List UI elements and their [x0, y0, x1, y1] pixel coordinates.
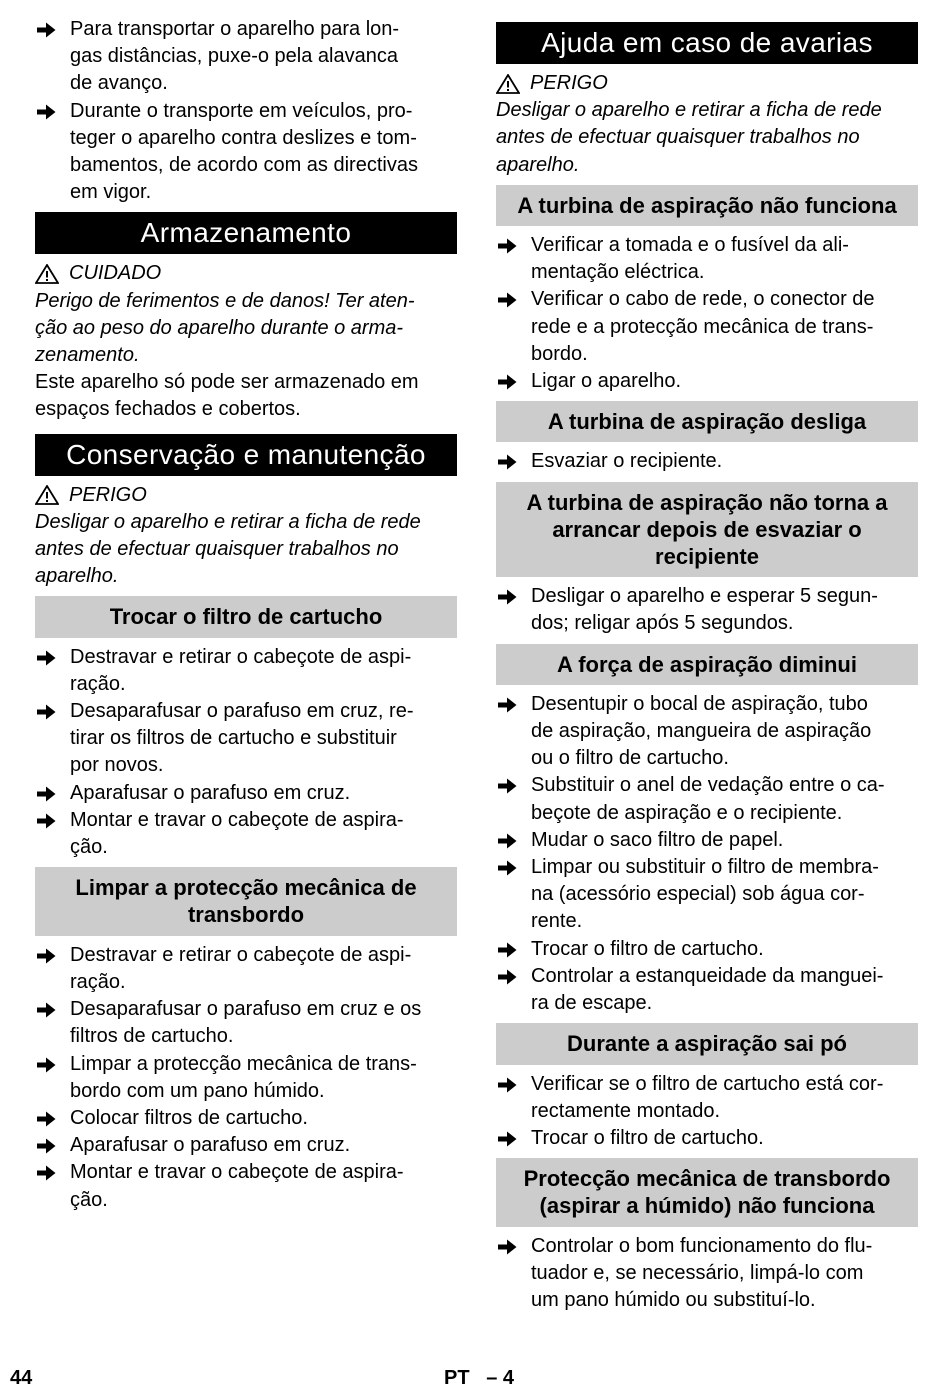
warning-triangle-icon — [35, 485, 59, 505]
list-item-text: Destravar e retirar o cabeçote de aspi- ração. — [70, 645, 412, 695]
list-item — [35, 942, 457, 996]
list-item — [496, 963, 918, 1017]
list-item-text: Montar e travar o cabeçote de aspira- ção. — [70, 1161, 404, 1211]
list-item-text: Esvaziar o recipiente. — [531, 450, 723, 473]
warning-triangle-icon — [496, 74, 520, 94]
list-item-text: Desaparafusar o parafuso em cruz e os filtros de cartucho. — [70, 998, 422, 1048]
arrow-right-icon — [35, 785, 57, 803]
arrow-right-icon — [35, 1001, 57, 1019]
list-item-text: Mudar o saco filtro de papel. — [531, 828, 784, 851]
list-item — [35, 807, 457, 861]
arrow-right-icon — [35, 649, 57, 667]
list-item — [496, 448, 918, 475]
heading-storage: Armazenamento — [35, 212, 457, 254]
arrow-right-icon — [496, 373, 518, 391]
list-item — [35, 1132, 457, 1159]
heading-cartridge: Trocar o filtro de cartucho — [35, 596, 457, 637]
caution-text: Perigo de ferimentos e de danos! Ter aten- ção ao peso do aparelho durante o arma- zenamento. — [35, 289, 415, 367]
heading-help: Ajuda em caso de avarias — [496, 22, 918, 64]
list-item — [496, 232, 918, 286]
list-item-text: Aparafusar o parafuso em cruz. — [70, 781, 351, 804]
section-heading: A turbina de aspiração desliga — [496, 401, 918, 442]
arrow-right-icon — [35, 21, 57, 39]
section-heading: Protecção mecânica de transbordo (aspirar a húmido) não funciona — [496, 1158, 918, 1226]
right-column — [496, 16, 918, 1320]
danger-label-text: PERIGO — [69, 483, 147, 506]
list-item-text: Limpar ou substituir o filtro de membra- na (acessório especial) sob água cor- rente. — [531, 856, 879, 933]
arrow-right-icon — [496, 237, 518, 255]
arrow-right-icon — [35, 947, 57, 965]
list-item — [496, 368, 918, 395]
section-heading: A turbina de aspiração não funciona — [496, 185, 918, 226]
list-item-text: Verificar o cabo de rede, o conector de rede e a protecção mecânica de trans- bordo. — [531, 288, 875, 365]
danger-text: Desligar o aparelho e retirar a ficha de rede antes de efectuar quaisquer trabalhos no aparelho. — [496, 99, 882, 176]
list-item-text: Substituir o anel de vedação entre o ca- beçote de aspiração e o recipiente. — [531, 774, 885, 824]
list-item — [496, 854, 918, 936]
list-item — [496, 1233, 918, 1315]
arrow-right-icon — [35, 812, 57, 830]
caution-label-text: CUIDADO — [69, 262, 162, 285]
list-item-text: Trocar o filtro de cartucho. — [531, 1126, 764, 1149]
list-item-text: Durante o transporte em veículos, pro- teger o aparelho contra deslizes e tom- bamentos, de acordo com as directivas em vigor. — [70, 99, 418, 204]
arrow-right-icon — [496, 588, 518, 606]
list-item — [496, 1071, 918, 1125]
list-item-text: Controlar a estanqueidade da manguei- ra de escape. — [531, 964, 884, 1015]
left-column — [35, 16, 457, 1214]
arrow-right-icon — [496, 1076, 518, 1094]
danger-label-text: PERIGO — [530, 72, 608, 94]
list-item-text: Verificar se o filtro de cartucho está cor- rectamente montado. — [531, 1072, 884, 1122]
list-item — [35, 1105, 457, 1132]
heading-care: Conservação e manutenção — [35, 434, 457, 476]
arrow-right-icon — [35, 1164, 57, 1182]
list-item-text: Montar e travar o cabeçote de aspira- ção. — [70, 808, 404, 859]
list-item — [496, 583, 918, 637]
arrow-right-icon — [35, 1110, 57, 1128]
overflow-list — [35, 942, 457, 1214]
arrow-right-icon — [496, 1238, 518, 1256]
list-item-text: Limpar a protecção mecânica de trans- bordo com um pano húmido. — [70, 1052, 417, 1102]
list-item — [35, 1159, 457, 1213]
list-item-text: Colocar filtros de cartucho. — [70, 1106, 308, 1129]
section-list — [496, 1233, 918, 1315]
list-item-text: Desligar o aparelho e esperar 5 segun- dos; religar após 5 segundos. — [531, 585, 878, 635]
arrow-right-icon — [496, 941, 518, 959]
list-item — [35, 644, 457, 698]
arrow-right-icon — [496, 453, 518, 471]
danger-label — [496, 70, 918, 97]
section-heading: A força de aspiração diminui — [496, 644, 918, 685]
section-list — [496, 691, 918, 1017]
warning-triangle-icon — [35, 264, 59, 284]
heading-overflow: Limpar a protecção mecânica de transbordo — [35, 867, 457, 935]
list-item — [35, 698, 457, 780]
section-list — [496, 448, 918, 475]
arrow-right-icon — [35, 1056, 57, 1074]
troubleshooting-sections — [496, 185, 918, 1320]
page-number: 44 — [10, 1367, 33, 1389]
list-item — [496, 286, 918, 368]
cartridge-list — [35, 644, 457, 862]
list-item-text: Ligar o aparelho. — [531, 370, 682, 393]
section-heading: A turbina de aspiração não torna a arrancar depois de esvaziar o recipiente — [496, 482, 918, 578]
section-list — [496, 583, 918, 637]
list-item-text: Desentupir o bocal de aspiração, tubo de aspiração, mangueira de aspiração ou o filtro de cartucho. — [531, 692, 872, 770]
list-item — [35, 1051, 457, 1105]
arrow-right-icon — [35, 1137, 57, 1155]
list-item — [35, 996, 457, 1050]
arrow-right-icon — [496, 291, 518, 309]
list-item-text: Desaparafusar o parafuso em cruz, re- tirar os filtros de cartucho e substituir por novos. — [70, 700, 414, 777]
list-item-text: Para transportar o aparelho para lon- gas distâncias, puxe-o pela alavanca de avanço. — [70, 18, 400, 95]
list-item — [35, 16, 457, 98]
danger-label — [35, 482, 457, 509]
list-item — [496, 936, 918, 963]
arrow-right-icon — [35, 103, 57, 121]
storage-text: Este aparelho só pode ser armazenado em espaços fechados e cobertos. — [35, 371, 419, 421]
arrow-right-icon — [496, 968, 518, 986]
intro-list — [35, 16, 457, 206]
list-item — [35, 780, 457, 807]
section-list — [496, 232, 918, 395]
list-item — [496, 827, 918, 854]
list-item-text: Destravar e retirar o cabeçote de aspi- ração. — [70, 943, 412, 993]
list-item-text: Trocar o filtro de cartucho. — [531, 937, 764, 960]
arrow-right-icon — [496, 859, 518, 877]
section-list — [496, 1071, 918, 1153]
arrow-right-icon — [35, 703, 57, 721]
list-item-text: Aparafusar o parafuso em cruz. — [70, 1134, 351, 1157]
list-item-text: Verificar a tomada e o fusível da ali- mentação eléctrica. — [531, 234, 849, 284]
section-heading: Durante a aspiração sai pó — [496, 1023, 918, 1064]
caution-label — [35, 260, 457, 287]
danger-text: Desligar o aparelho e retirar a ficha de rede antes de efectuar quaisquer trabalhos no aparelho. — [35, 510, 421, 588]
page-code: PT – 4 — [444, 1367, 515, 1389]
list-item — [35, 98, 457, 207]
arrow-right-icon — [496, 696, 518, 714]
arrow-right-icon — [496, 777, 518, 795]
list-item — [496, 1125, 918, 1152]
list-item — [496, 772, 918, 826]
arrow-right-icon — [496, 832, 518, 850]
list-item-text: Controlar o bom funcionamento do flu- tuador e, se necessário, limpá-lo com um pano húmido ou substituí-lo. — [531, 1234, 873, 1311]
arrow-right-icon — [496, 1130, 518, 1148]
list-item — [496, 691, 918, 773]
